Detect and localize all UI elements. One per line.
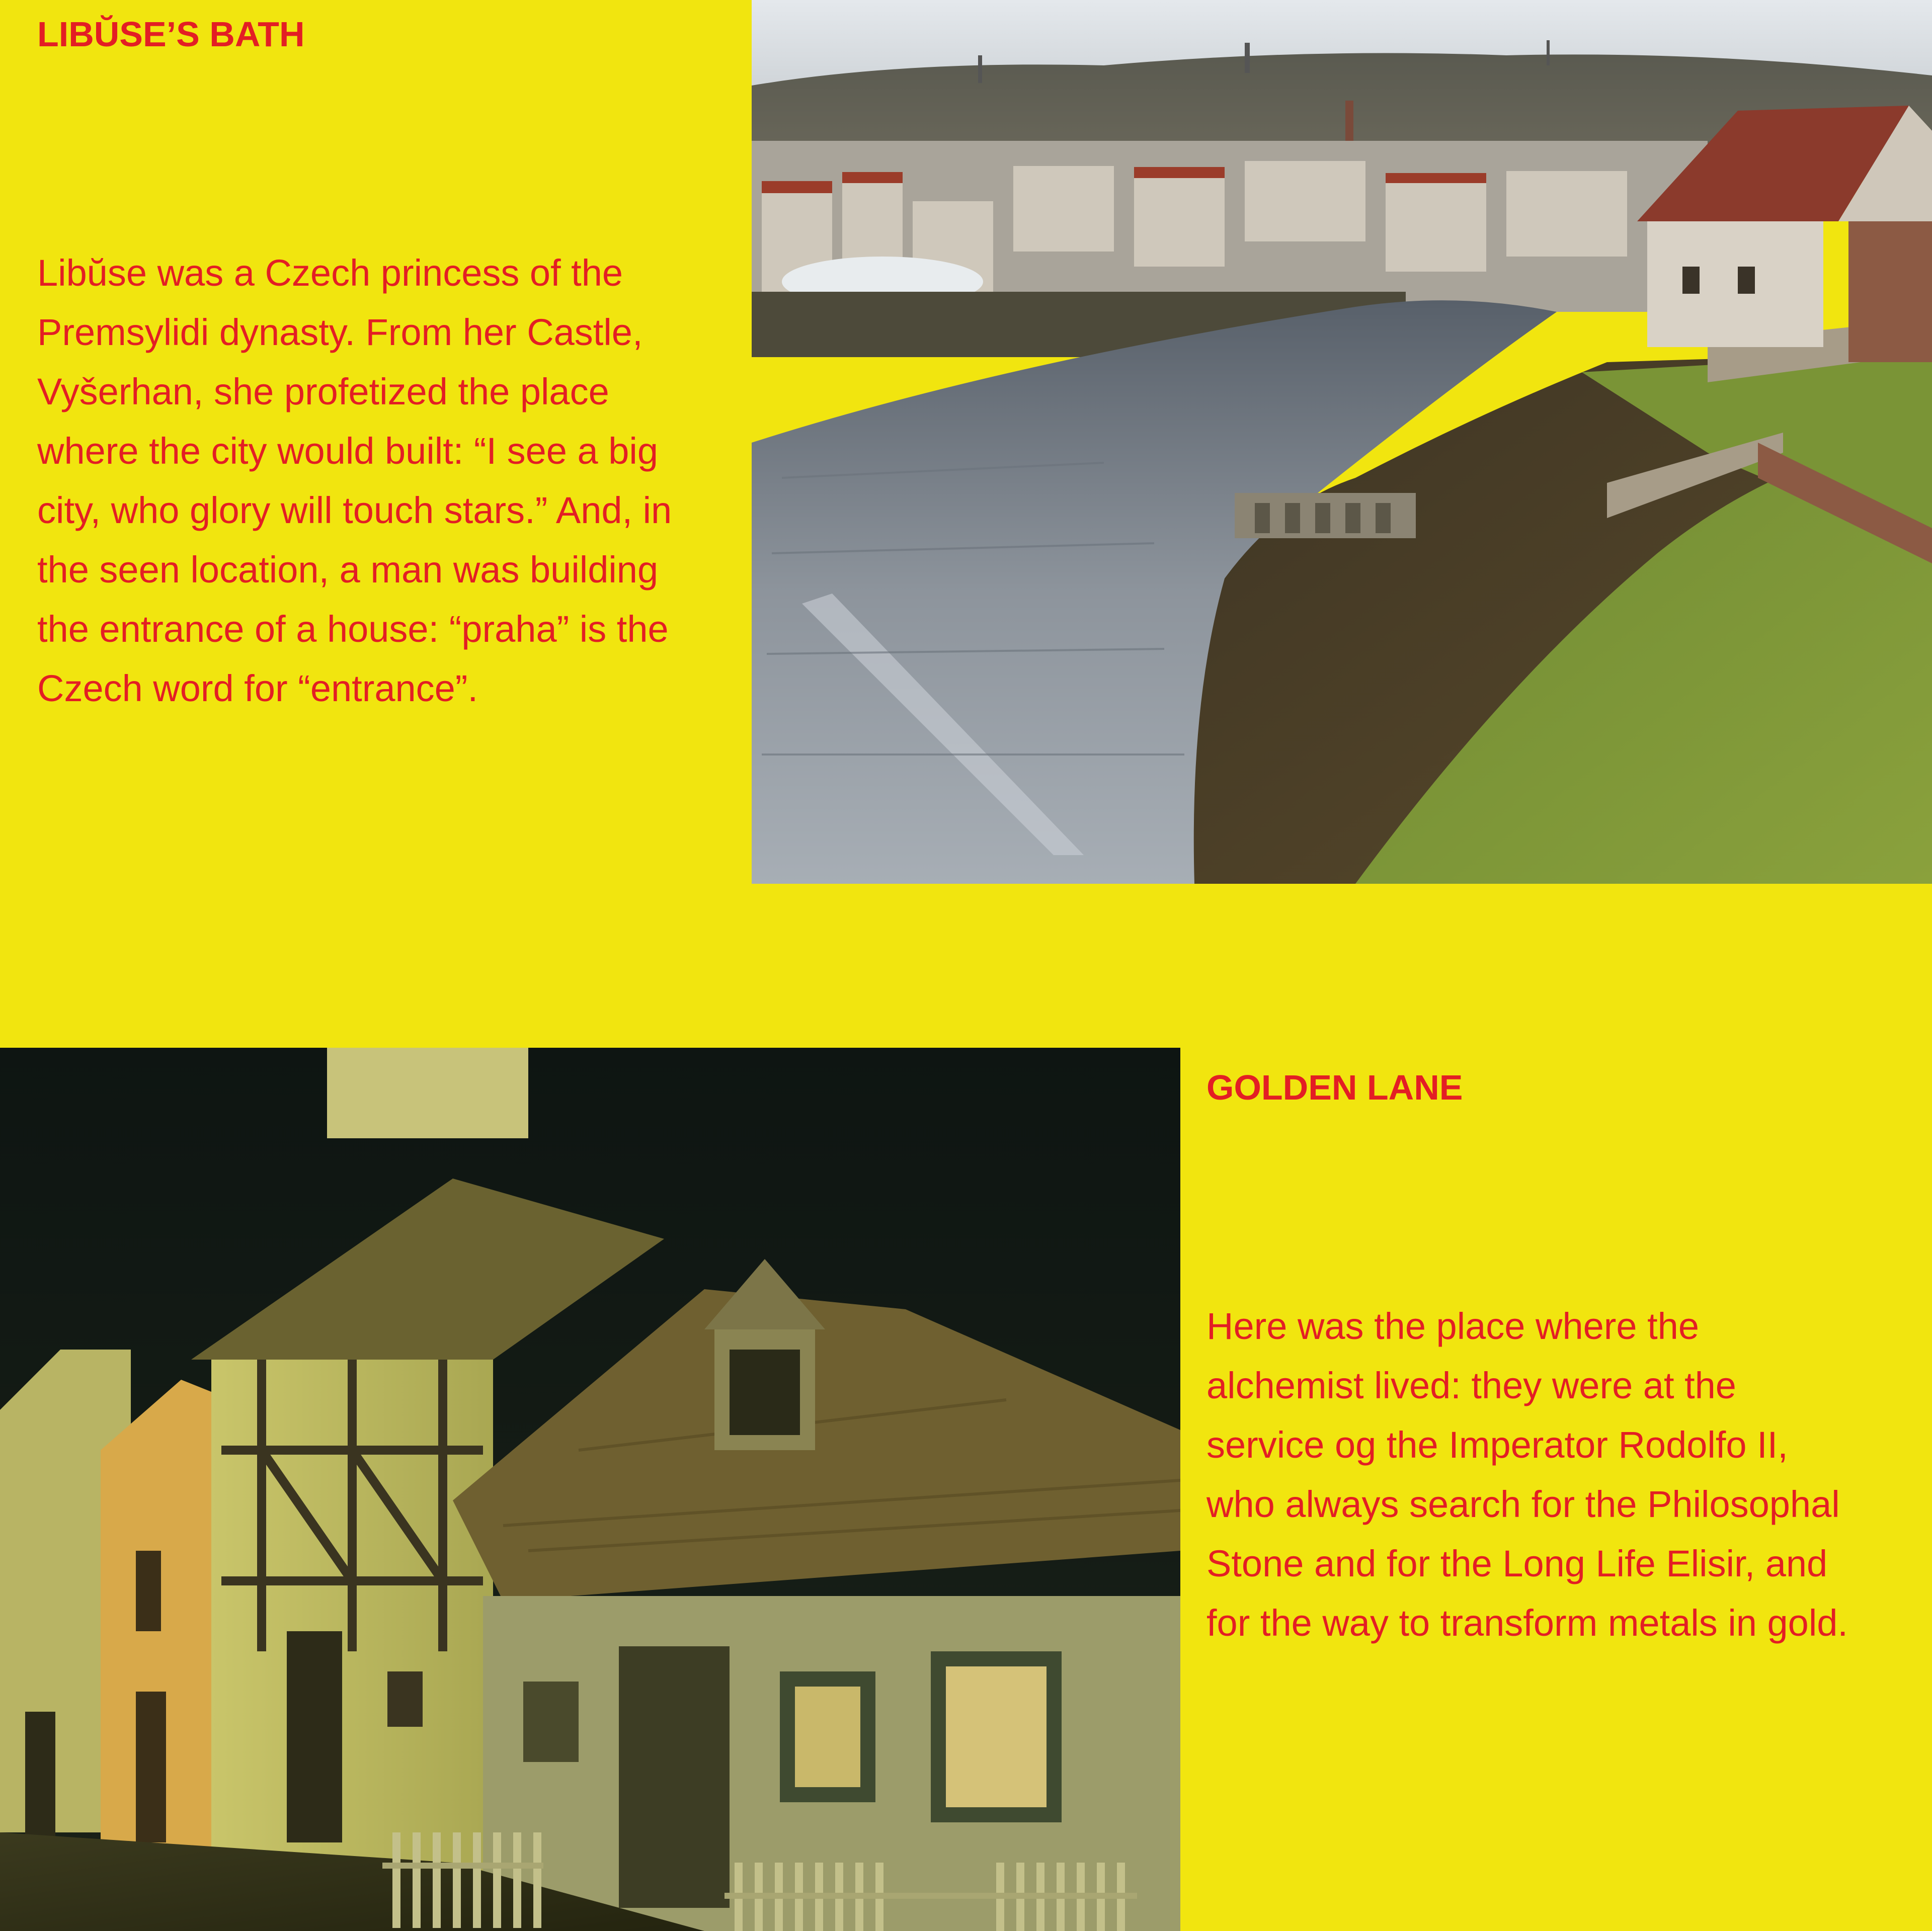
text-line: the entrance of a house: “praha” is the xyxy=(37,608,669,650)
libuse-bath-text xyxy=(37,243,752,718)
text-line: Premsylidi dynasty. From her Castle, xyxy=(37,311,643,353)
text-line: Vyšerhan, she profetized the place xyxy=(37,371,609,412)
text-line: Stone and for the Long Life Elisir, and xyxy=(1206,1543,1828,1584)
text-line: the seen location, a man was building xyxy=(37,549,659,591)
river-view-image xyxy=(752,0,1932,884)
text-line: city, who glory will touch stars.” And, in xyxy=(37,489,672,531)
golden-lane-title: GOLDEN LANE xyxy=(1206,1068,1463,1107)
text-line: for the way to transform metals in gold. xyxy=(1206,1602,1848,1644)
text-line: Here was the place where the xyxy=(1206,1305,1699,1347)
text-line: where the city would built: “I see a big xyxy=(37,430,658,472)
libuse-bath-title: LIBŬSE’S BATH xyxy=(37,15,305,54)
golden-lane-image xyxy=(0,1048,1180,1931)
text-line: alchemist lived: they were at the xyxy=(1206,1365,1736,1406)
text-line: service og the Imperator Rodolfo II, xyxy=(1206,1424,1788,1466)
golden-lane-text xyxy=(1206,1297,1921,1653)
river-view-photo xyxy=(752,0,1932,884)
text-line: who always search for the Philosophal xyxy=(1206,1483,1840,1525)
text-line: Libŭse was a Czech princess of the xyxy=(37,252,623,294)
text-line: Czech word for “entrance”. xyxy=(37,667,478,709)
golden-lane-photo xyxy=(0,1048,1180,1931)
